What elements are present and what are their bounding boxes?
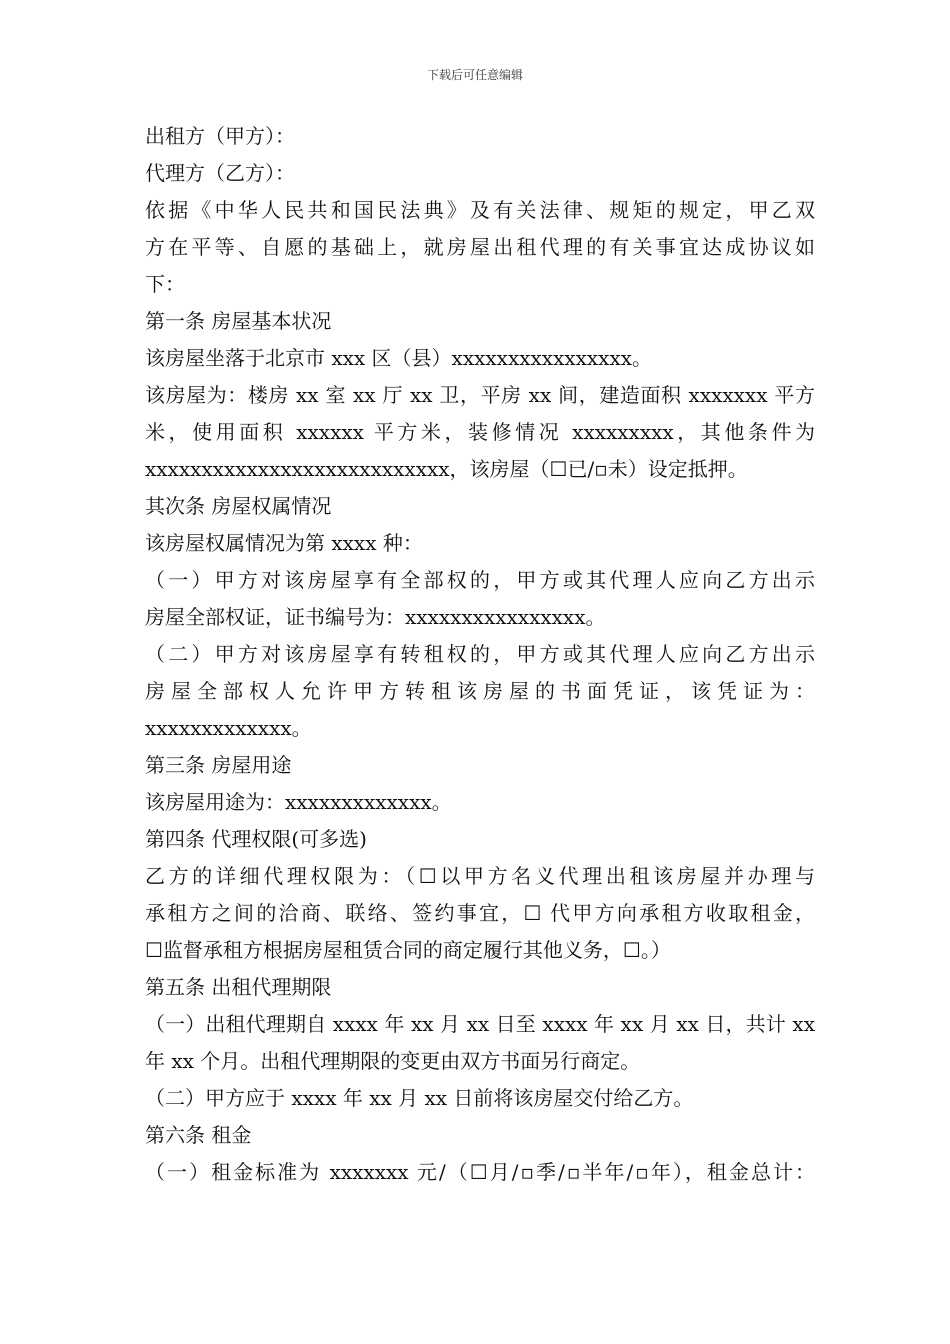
section-heading: 第五条 出租代理期限 (145, 975, 332, 999)
text-line: 该房屋坐落于北京市 xxx 区（县）xxxxxxxxxxxxxxxx。 (145, 346, 653, 370)
text-line-party-b: 代理方（乙方）： (145, 161, 295, 185)
text-line-party-a: 出租方（甲方）： (145, 124, 295, 148)
text-line: 乙方的详细代理权限为：（☐以甲方名义代理出租该房屋并办理与 (145, 864, 815, 888)
text-line: （一）甲方对该房屋享有全部权的，甲方或其代理人应向乙方出示 (145, 568, 815, 592)
text-line: 下： (145, 272, 185, 296)
document-body (145, 118, 815, 1191)
text-line: （一）出租代理期自 xxxx 年 xx 月 xx 日至 xxxx 年 xx 月 xx 日，共计 xx (145, 1012, 815, 1036)
header-note: 下载后可任意编辑 (426, 68, 523, 82)
text-line: 依据《中华人民共和国民法典》及有关法律、规矩的规定，甲乙双 (145, 198, 815, 222)
text-line: xxxxxxxxxxxxx。 (145, 716, 312, 740)
text-line: 方在平等、自愿的基础上，就房屋出租代理的有关事宜达成协议如 (145, 235, 815, 259)
text-line: （一）租金标准为 xxxxxxx 元/（☐月/▫季/▫半年/▫年），租金总计： (145, 1160, 815, 1184)
section-heading: 第四条 代理权限(可多选) (145, 827, 367, 851)
text-line: 米，使用面积 xxxxxx 平方米，装修情况 xxxxxxxxx，其他条件为 (145, 420, 815, 444)
section-heading: 第一条 房屋基本状况 (145, 309, 332, 333)
text-line: ☐监督承租方根据房屋租赁合同的商定履行其他义务，☐。） (145, 938, 671, 962)
text-line: 该房屋用途为：xxxxxxxxxxxxx。 (145, 790, 452, 814)
text-line: 该房屋为：楼房 xx 室 xx 厅 xx 卫，平房 xx 间，建造面积 xxxxxxx 平方 (145, 383, 815, 407)
text-line: xxxxxxxxxxxxxxxxxxxxxxxxxxx，该房屋（☐已/▫未）设定抵押。 (145, 457, 748, 481)
text-line: （二）甲方对该房屋享有转租权的，甲方或其代理人应向乙方出示 (145, 642, 815, 666)
section-heading: 其次条 房屋权属情况 (145, 494, 332, 518)
text-line: 房屋全部权人允许甲方转租该房屋的书面凭证，该凭证为： (145, 679, 815, 703)
text-line: 房屋全部权证，证书编号为：xxxxxxxxxxxxxxxx。 (145, 605, 606, 629)
section-heading: 第六条 租金 (145, 1123, 252, 1147)
text-line: （二）甲方应于 xxxx 年 xx 月 xx 日前将该房屋交付给乙方。 (145, 1086, 694, 1110)
section-heading: 第三条 房屋用途 (145, 753, 292, 777)
text-line: 承租方之间的洽商、联络、签约事宜，☐ 代甲方向承租方收取租金， (145, 901, 815, 925)
text-line: 该房屋权属情况为第 xxxx 种： (145, 531, 423, 555)
text-line: 年 xx 个月。出租代理期限的变更由双方书面另行商定。 (145, 1049, 641, 1073)
